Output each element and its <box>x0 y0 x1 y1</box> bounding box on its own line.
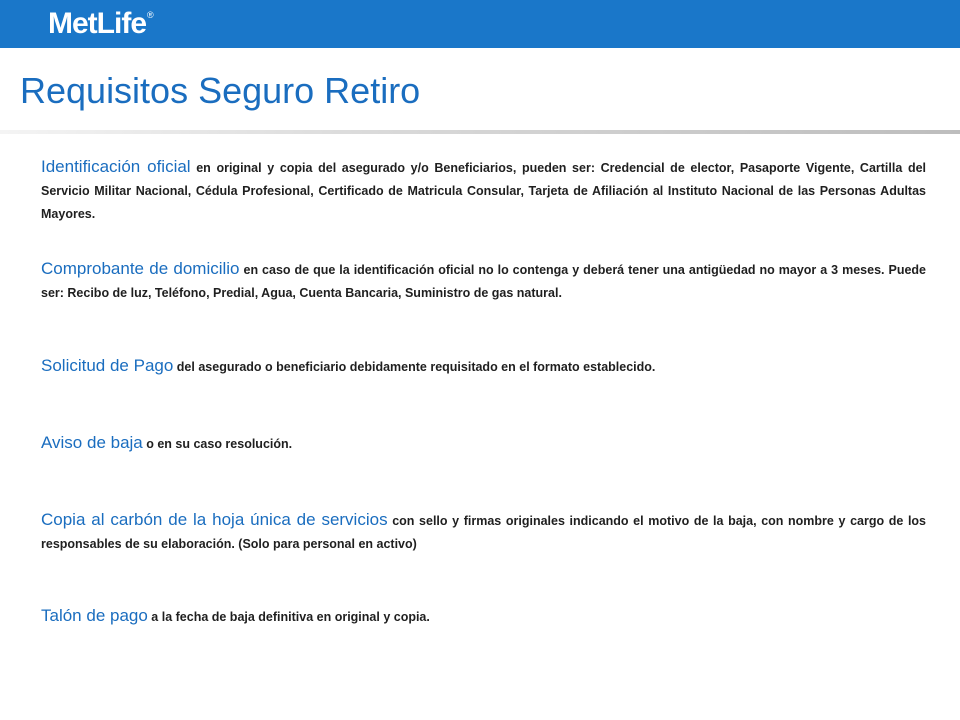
requirement-lead: Talón de pago <box>41 606 148 625</box>
logo-text: MetLife <box>48 7 146 40</box>
requirement-detail: con sello y firmas originales indicando el motivo de la baja, con nombre y cargo de los responsables de su elaboración. (Solo para personal en activo) <box>41 514 927 551</box>
requirement-lead: Identificación oficial <box>41 157 191 176</box>
requirement-solicitud <box>41 354 926 379</box>
requirement-aviso <box>41 431 926 456</box>
requirement-lead: Copia al carbón de la hoja única de servicios <box>41 510 388 529</box>
metlife-logo <box>48 4 154 44</box>
requirement-talon <box>41 604 926 629</box>
registered-mark: ® <box>147 10 154 20</box>
requirement-detail: en original y copia del asegurado y/o Beneficiarios, pueden ser: Credencial de elector, Pasaporte Vigente, Cartilla del Servicio Militar Nacional, Cédula Profesional, Certificado de Matricula Consular, Tarjeta de Afiliación al Instituto Nacional de las Personas Adultas Mayores. <box>41 161 927 221</box>
requirement-detail: o en su caso resolución. <box>142 437 293 451</box>
header-bar <box>0 0 960 48</box>
page-title: Requisitos Seguro Retiro <box>20 70 421 111</box>
requirement-lead: Comprobante de domicilio <box>41 259 240 278</box>
requirement-copia-carbon <box>41 508 926 556</box>
requirement-detail: del asegurado o beneficiario debidamente requisitado en el formato establecido. <box>173 360 656 374</box>
requirement-lead: Solicitud de Pago <box>41 356 174 375</box>
requirement-detail: en caso de que la identificación oficial no lo contenga y deberá tener una antigüedad no mayor a 3 meses. Puede ser: Recibo de luz, Teléfono, Predial, Agua, Cuenta Bancaria, Suministro de gas natural. <box>41 263 927 300</box>
requirement-detail: a la fecha de baja definitiva en original y copia. <box>147 610 430 624</box>
requirement-comprobante <box>41 257 926 305</box>
requirement-identificacion <box>41 155 926 226</box>
requirement-lead: Aviso de baja <box>41 433 143 452</box>
title-divider <box>0 130 960 134</box>
